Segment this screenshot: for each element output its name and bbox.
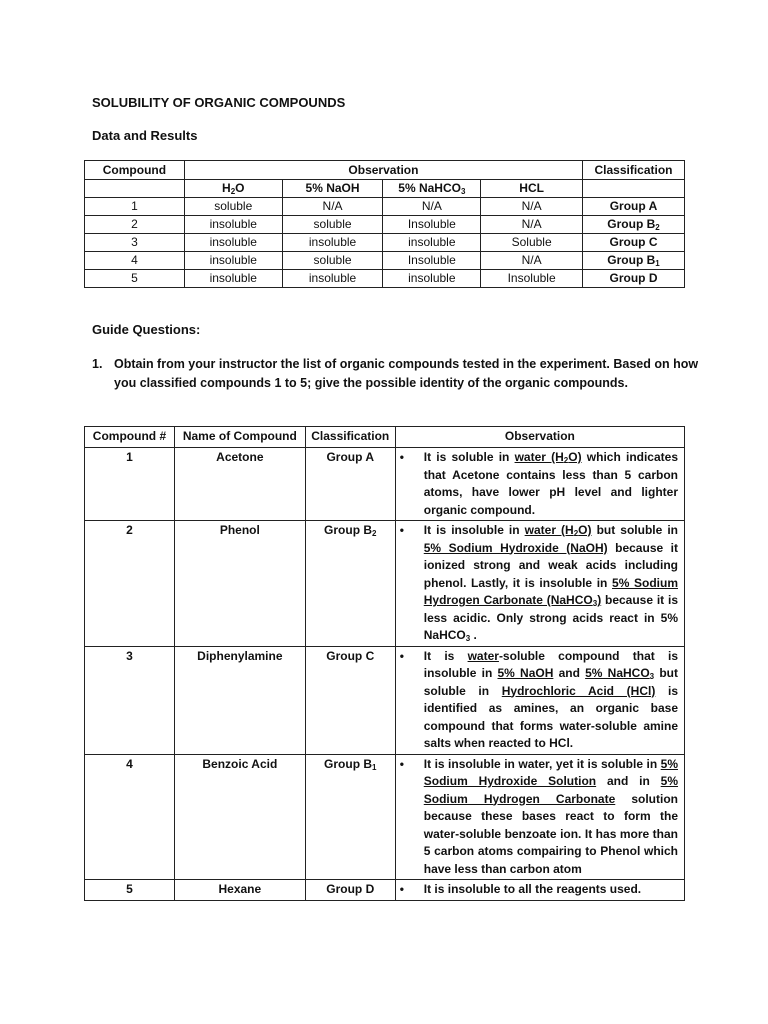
cell-classification: Group D	[583, 270, 685, 288]
bullet-icon: •	[399, 882, 404, 896]
table-row	[85, 646, 685, 754]
cell-hcl: N/A	[481, 198, 583, 216]
cell-observation: • It is soluble in water $(H_2O)$ which indicates that Acetone contains less than 5 carbon atoms, have lower pH level and lighter organic compound.	[395, 448, 684, 521]
subheader-hcl: HCL	[481, 180, 583, 198]
guide-questions-heading: Guide Questions:	[92, 322, 201, 337]
table-row	[85, 880, 685, 901]
cell-h2o: insoluble	[184, 270, 282, 288]
cell-nahco3: N/A	[383, 198, 481, 216]
cell-name: Diphenylamine	[174, 646, 305, 754]
header-classification: Classification	[305, 427, 395, 448]
question-1	[92, 355, 702, 393]
subheader-empty	[85, 180, 185, 198]
cell-nahco3: insoluble	[383, 270, 481, 288]
cell-observation: • It is water-soluble compound that is insoluble in 5% NaOH and 5% NaHCO$_3$ but soluble in Hydrochloric Acid (HCl) is identified as amines, an organic base compound that forms water-soluble amine salts when reacted to HCl.	[395, 646, 684, 754]
cell-compound: 2	[85, 216, 185, 234]
identity-table	[84, 426, 685, 901]
cell-observation: • It is insoluble to all the reagents used.	[395, 880, 684, 901]
cell-h2o: soluble	[184, 198, 282, 216]
cell-hcl: N/A	[481, 216, 583, 234]
table-row	[85, 448, 685, 521]
cell-naoh: N/A	[282, 198, 383, 216]
table-row	[85, 252, 685, 270]
cell-name: Benzoic Acid	[174, 754, 305, 880]
section-subtitle: Data and Results	[92, 128, 198, 143]
cell-classification: Group $B_1$	[583, 252, 685, 270]
cell-observation: • It is insoluble in water $(H_2O)$ but soluble in 5% Sodium Hydroxide (NaOH) because it ionized strong and weak acids including phenol. Lastly, it is insoluble in 5% Sodium Hydrogen Carbonate (NaHCO$_3$) because it is less acidic. Only strong acids react in 5% NaHCO$_3$ .	[395, 521, 684, 647]
cell-hcl: Insoluble	[481, 270, 583, 288]
subheader-empty	[583, 180, 685, 198]
cell-number: 1	[85, 448, 175, 521]
cell-classification: Group $B_1$	[305, 754, 395, 880]
cell-naoh: insoluble	[282, 270, 383, 288]
cell-name: Acetone	[174, 448, 305, 521]
cell-name: Phenol	[174, 521, 305, 647]
header-compound: Compound	[85, 161, 185, 180]
question-number: 1.	[92, 357, 103, 371]
cell-classification: Group C	[583, 234, 685, 252]
page-title: SOLUBILITY OF ORGANIC COMPOUNDS	[92, 95, 346, 110]
cell-classification: Group $B_2$	[305, 521, 395, 647]
cell-classification: Group D	[305, 880, 395, 901]
cell-number: 4	[85, 754, 175, 880]
table-row	[85, 754, 685, 880]
cell-nahco3: insoluble	[383, 234, 481, 252]
cell-compound: 4	[85, 252, 185, 270]
results-table	[84, 160, 685, 288]
bullet-icon: •	[399, 450, 404, 464]
question-text: Obtain from your instructor the list of organic compounds tested in the experiment. Based on how you classified compounds 1 to 5; give the possible identity of the organic compounds.	[114, 357, 699, 390]
bullet-icon: •	[399, 648, 404, 663]
header-compound-number: Compound #	[85, 427, 175, 448]
header-name-of-compound: Name of Compound	[174, 427, 305, 448]
cell-h2o: insoluble	[184, 252, 282, 270]
bullet-icon: •	[399, 756, 404, 771]
cell-compound: 5	[85, 270, 185, 288]
cell-nahco3: Insoluble	[383, 252, 481, 270]
header-classification: Classification	[583, 161, 685, 180]
cell-classification: Group A	[305, 448, 395, 521]
header-observation: Observation	[395, 427, 684, 448]
cell-hcl: N/A	[481, 252, 583, 270]
cell-compound: 3	[85, 234, 185, 252]
cell-observation: • It is insoluble in water, yet it is soluble in 5% Sodium Hydroxide Solution and in 5% Sodium Hydrogen Carbonate solution because these bases react to form the water-soluble benzoate ion. It has more than 5 carbon atoms compairing to Phenol which have less than carbon atom	[395, 754, 684, 880]
cell-number: 5	[85, 880, 175, 901]
subheader-h2o: $H_2O$	[184, 180, 282, 198]
bullet-icon: •	[399, 523, 404, 537]
cell-name: Hexane	[174, 880, 305, 901]
cell-naoh: soluble	[282, 252, 383, 270]
cell-compound: 1	[85, 198, 185, 216]
table-row	[85, 198, 685, 216]
table-row	[85, 270, 685, 288]
cell-classification: Group C	[305, 646, 395, 754]
header-observation: Observation	[184, 161, 582, 180]
cell-nahco3: Insoluble	[383, 216, 481, 234]
table-row	[85, 521, 685, 647]
cell-hcl: Soluble	[481, 234, 583, 252]
cell-naoh: insoluble	[282, 234, 383, 252]
table-row	[85, 216, 685, 234]
cell-classification: Group A	[583, 198, 685, 216]
cell-number: 3	[85, 646, 175, 754]
cell-classification: Group $B_2$	[583, 216, 685, 234]
subheader-nahco3: 5% NaHCO$_3$	[383, 180, 481, 198]
cell-naoh: soluble	[282, 216, 383, 234]
subheader-naoh: 5% NaOH	[282, 180, 383, 198]
cell-h2o: insoluble	[184, 234, 282, 252]
table-row	[85, 234, 685, 252]
cell-number: 2	[85, 521, 175, 647]
cell-h2o: insoluble	[184, 216, 282, 234]
